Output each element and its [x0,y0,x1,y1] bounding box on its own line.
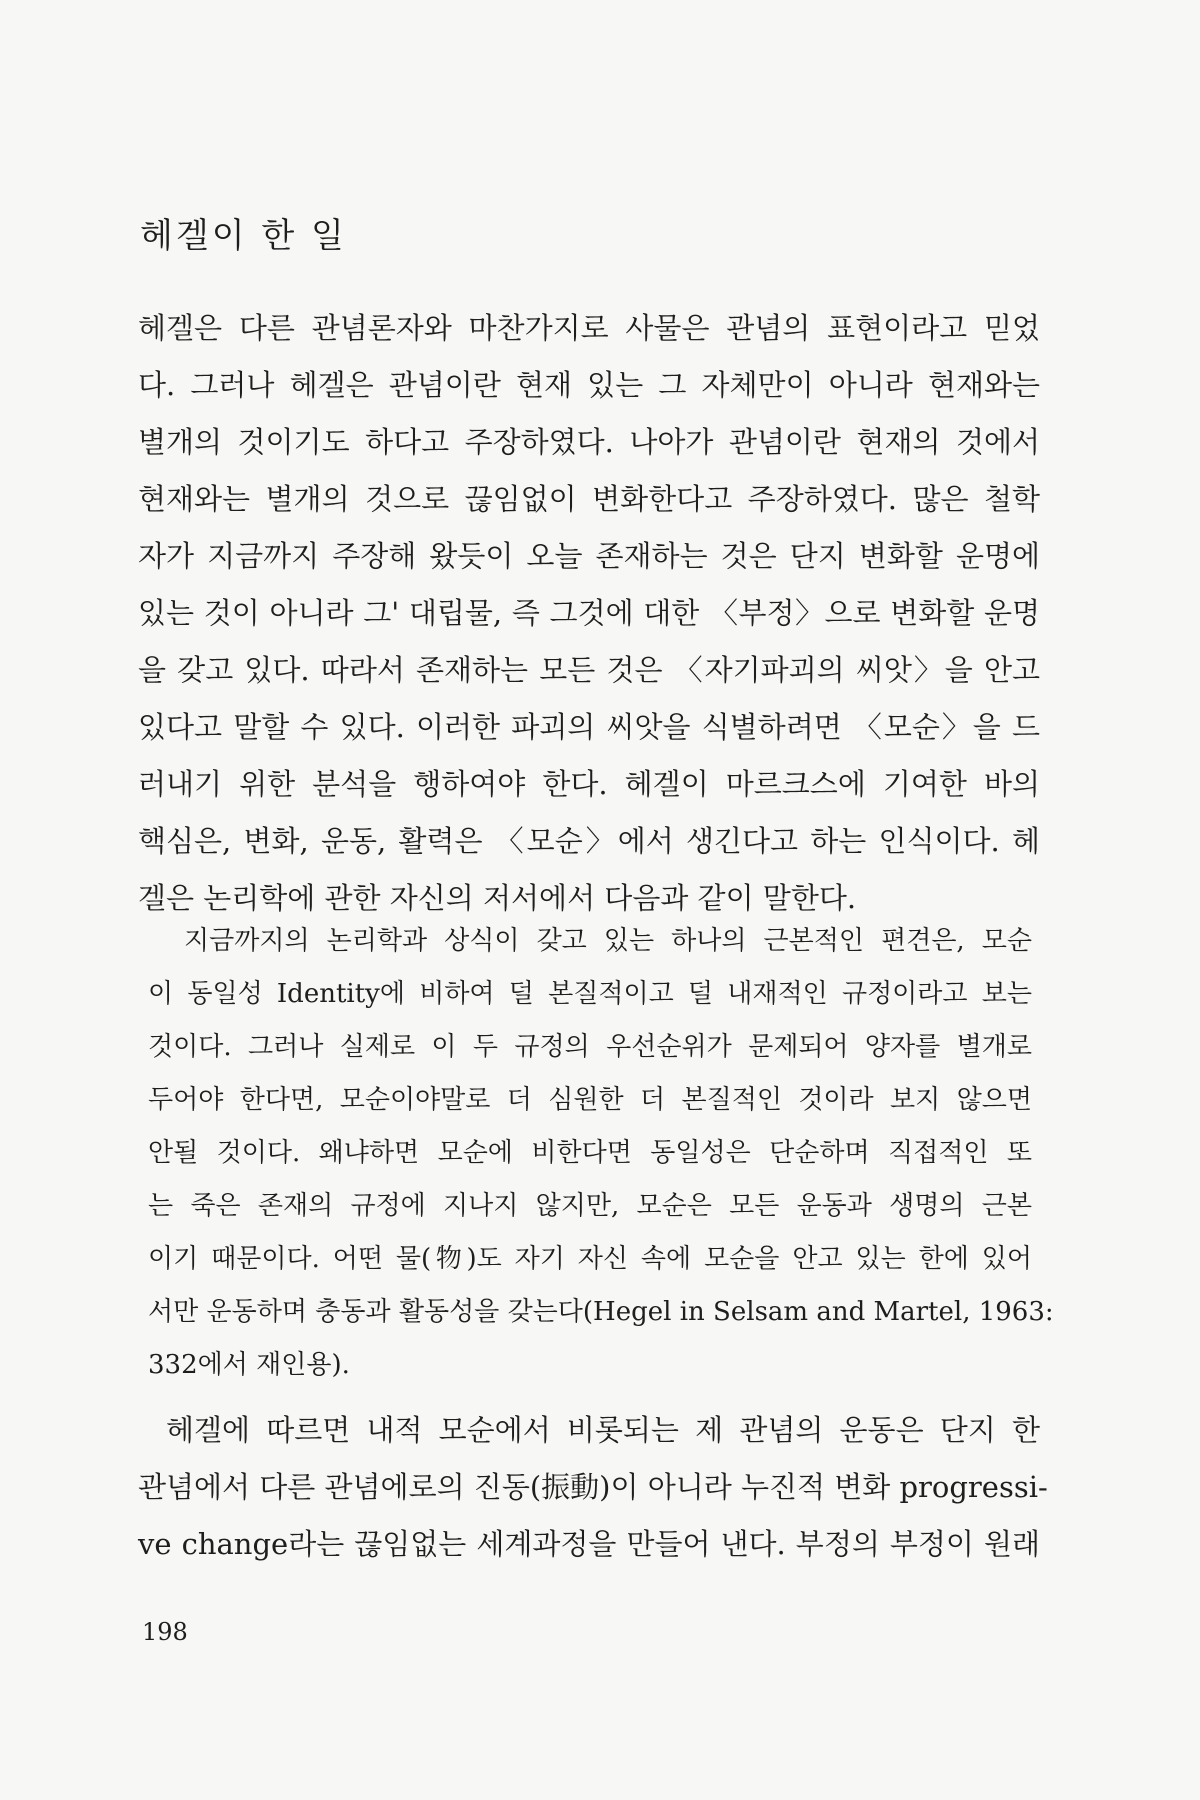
quote-line: 는 죽은 존재의 규정에 지나지 않지만, 모순은 모든 운동과 생명의 근본 [148,1191,1032,1221]
quote-line: 지금까지의 논리학과 상식이 갖고 있는 하나의 근본적인 편견은, 모순 [184,926,1032,956]
paragraph-line: 헤겔은 다른 관념론자와 마찬가지로 사물은 관념의 표현이라고 믿었 [138,311,1040,345]
paragraph-line: 러내기 위한 분석을 행하여야 한다. 헤겔이 마르크스에 기여한 바의 [138,767,1040,801]
quote-line: 332에서 재인용). [148,1350,350,1380]
paragraph-line: ve change라는 끊임없는 세계과정을 만들어 낸다. 부정의 부정이 원래 [138,1527,1040,1561]
paragraph-line: 헤겔에 따르면 내적 모순에서 비롯되는 제 관념의 운동은 단지 한 [166,1413,1040,1447]
paragraph-line: 을 갖고 있다. 따라서 존재하는 모든 것은 〈자기파괴의 씨앗〉을 안고 [138,653,1040,687]
paragraph-line: 다. 그러나 헤겔은 관념이란 현재 있는 그 자체만이 아니라 현재와는 [138,368,1040,402]
paragraph-2 [138,1402,1048,1573]
quote-line: 두어야 한다면, 모순이야말로 더 심원한 더 본질적인 것이라 보지 않으면 [148,1085,1032,1115]
paragraph-line: 자가 지금까지 주장해 왔듯이 오늘 존재하는 것은 단지 변화할 운명에 [138,539,1040,573]
paragraph-line: 관념에서 다른 관념에로의 진동(振動)이 아니라 누진적 변화 progressi- [138,1470,1048,1504]
quote-line: 이기 때문이다. 어떤 물(物)도 자기 자신 속에 모순을 안고 있는 한에 있어 [148,1244,1032,1274]
paragraph-line: 별개의 것이기도 하다고 주장하였다. 나아가 관념이란 현재의 것에서 [138,425,1040,459]
quote-line: 서만 운동하며 충동과 활동성을 갖는다(Hegel in Selsam and Martel, 1963: [148,1297,1054,1327]
section-heading: 헤겔이 한 일 [140,216,347,256]
quote-line: 것이다. 그러나 실제로 이 두 규정의 우선순위가 문제되어 양자를 별개로 [148,1032,1032,1062]
paragraph-line: 있는 것이 아니라 그' 대립물, 즉 그것에 대한 〈부정〉으로 변화할 운명 [138,596,1040,630]
paragraph-1 [138,300,1040,927]
quote-line: 이 동일성 Identity에 비하여 덜 본질적이고 덜 내재적인 규정이라고 보는 [148,979,1032,1009]
paragraph-line: 겔은 논리학에 관한 자신의 저서에서 다음과 같이 말한다. [138,881,857,915]
paragraph-line: 있다고 말할 수 있다. 이러한 파괴의 씨앗을 식별하려면 〈모순〉을 드 [138,710,1040,744]
paragraph-line: 핵심은, 변화, 운동, 활력은 〈모순〉에서 생긴다고 하는 인식이다. 헤 [138,824,1040,858]
paragraph-line: 현재와는 별개의 것으로 끊임없이 변화한다고 주장하였다. 많은 철학 [138,482,1040,516]
quote-line: 안될 것이다. 왜냐하면 모순에 비한다면 동일성은 단순하며 직접적인 또 [148,1138,1032,1168]
page-number: 198 [142,1618,188,1646]
block-quote [148,915,1054,1392]
